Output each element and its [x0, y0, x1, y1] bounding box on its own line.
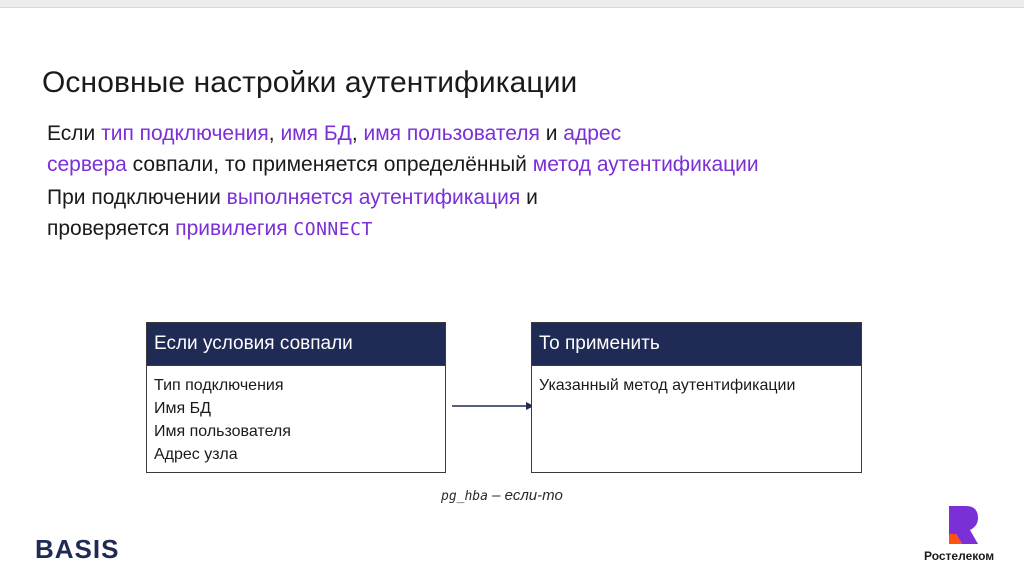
text: , — [268, 122, 281, 145]
list-item: Имя пользователя — [154, 423, 291, 440]
highlight-db-name: имя БД — [280, 122, 352, 145]
text: При подключении — [47, 186, 227, 209]
caption-text: – если-то — [487, 487, 563, 504]
conditions-box — [146, 322, 446, 473]
action-box-body — [532, 366, 861, 405]
conditions-box-body — [147, 366, 445, 474]
highlight-user-name: имя пользователя — [363, 122, 540, 145]
list-item: Тип подключения — [154, 377, 284, 394]
basis-logo: BASIS — [35, 534, 120, 564]
list-item: Указанный метод аутентификации — [539, 377, 796, 394]
highlight-auth-method: метод аутентификации — [532, 153, 759, 176]
paragraph-conditions — [47, 118, 927, 180]
list-item: Адрес узла — [154, 446, 238, 463]
caption — [441, 487, 563, 504]
slide-title: Основные настройки аутентификации — [42, 66, 578, 99]
highlight-server: сервера — [47, 153, 127, 176]
text: , — [351, 122, 364, 145]
text: и — [539, 122, 564, 145]
text: проверяется — [47, 217, 176, 240]
conditions-box-header: Если условия совпали — [147, 323, 445, 366]
text: совпали, то применяется определённый — [126, 153, 533, 176]
action-box-header: То применить — [532, 323, 861, 366]
highlight-address: адрес — [563, 122, 622, 145]
list-item: Имя БД — [154, 400, 211, 417]
text: и — [520, 186, 538, 209]
highlight-connection-type: тип подключения — [101, 122, 269, 145]
arrow-icon — [452, 399, 534, 413]
paragraph-connection — [47, 182, 927, 245]
highlight-privilege: привилегия — [175, 217, 294, 240]
highlight-connect: CONNECT — [293, 219, 373, 240]
top-bar — [0, 0, 1024, 8]
rostelecom-logo-text: Ростелеком — [924, 549, 995, 563]
caption-code: pg_hba — [441, 489, 488, 504]
action-box — [531, 322, 862, 473]
highlight-auth-performed: выполняется аутентификация — [226, 186, 521, 209]
text: Если — [47, 122, 102, 145]
